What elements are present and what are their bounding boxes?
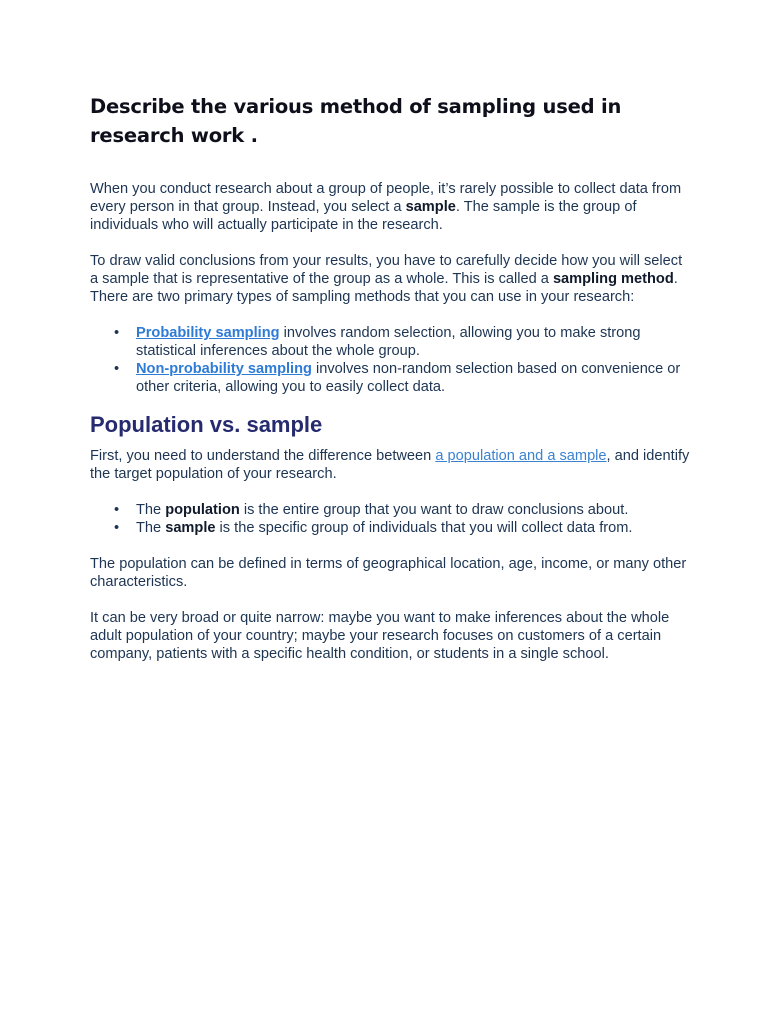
intro-text: . The sample is the group of individuals who will actually participate in the research. [90,199,637,233]
section-paragraph-3: It can be very broad or quite narrow: maybe you want to make inferences about the whole adult population of your country; maybe your research focuses on customers of a certain company, patients with a specific health condition, or students in a single school. [90,610,670,662]
section-text: , and identify the target population of your research. [90,448,690,482]
term-sampling-method: sampling method [552,271,674,287]
section-paragraph-1 [90,447,690,483]
list-item [90,501,690,519]
bullet-text: The [136,502,166,518]
section-heading: Population vs. sample [90,412,323,437]
term-population: population [165,502,240,518]
document-title: Describe the various method of sampling used in research work . [90,95,622,147]
list-item [90,324,690,360]
population-sample-link[interactable]: a population and a sample [435,448,607,464]
bullet-text: involves non-random selection based on convenience or other criteria, allowing you to easily collect data. [136,361,681,395]
intro-paragraph-1 [90,180,690,234]
non-probability-sampling-link[interactable]: Non-probability sampling [136,361,312,377]
intro-paragraph-2 [90,252,690,306]
term-sample: sample [165,520,216,536]
bullet-icon: • [114,361,120,377]
bullet-icon: • [114,520,120,536]
bullet-text: involves random selection, allowing you to make strong statistical inferences about the whole group. [136,325,641,359]
bullet-icon: • [114,325,120,341]
intro-text: When you conduct research about a group of people, it’s rarely possible to collect data from every person in that group. Instead, you select a [90,181,682,215]
sampling-methods-list [90,324,690,396]
list-item [90,519,690,537]
document-page [90,92,690,663]
intro-text: To draw valid conclusions from your results, you have to carefully decide how you will select a sample that is representative of the group as a whole. This is called a [90,253,683,287]
list-item [90,360,690,396]
intro-text: . There are two primary types of sampling methods that you can use in your research: [90,271,678,305]
bullet-text: The [136,520,166,536]
bullet-text: is the specific group of individuals that you will collect data from. [215,520,633,536]
bullet-icon: • [114,502,120,518]
definitions-list [90,501,690,537]
probability-sampling-link[interactable]: Probability sampling [136,325,280,341]
bullet-text: is the entire group that you want to draw conclusions about. [239,502,629,518]
section-paragraph-2: The population can be defined in terms of geographical location, age, income, or many other characteristics. [90,556,687,590]
section-text: First, you need to understand the difference between [90,448,436,464]
term-sample: sample [405,199,456,215]
